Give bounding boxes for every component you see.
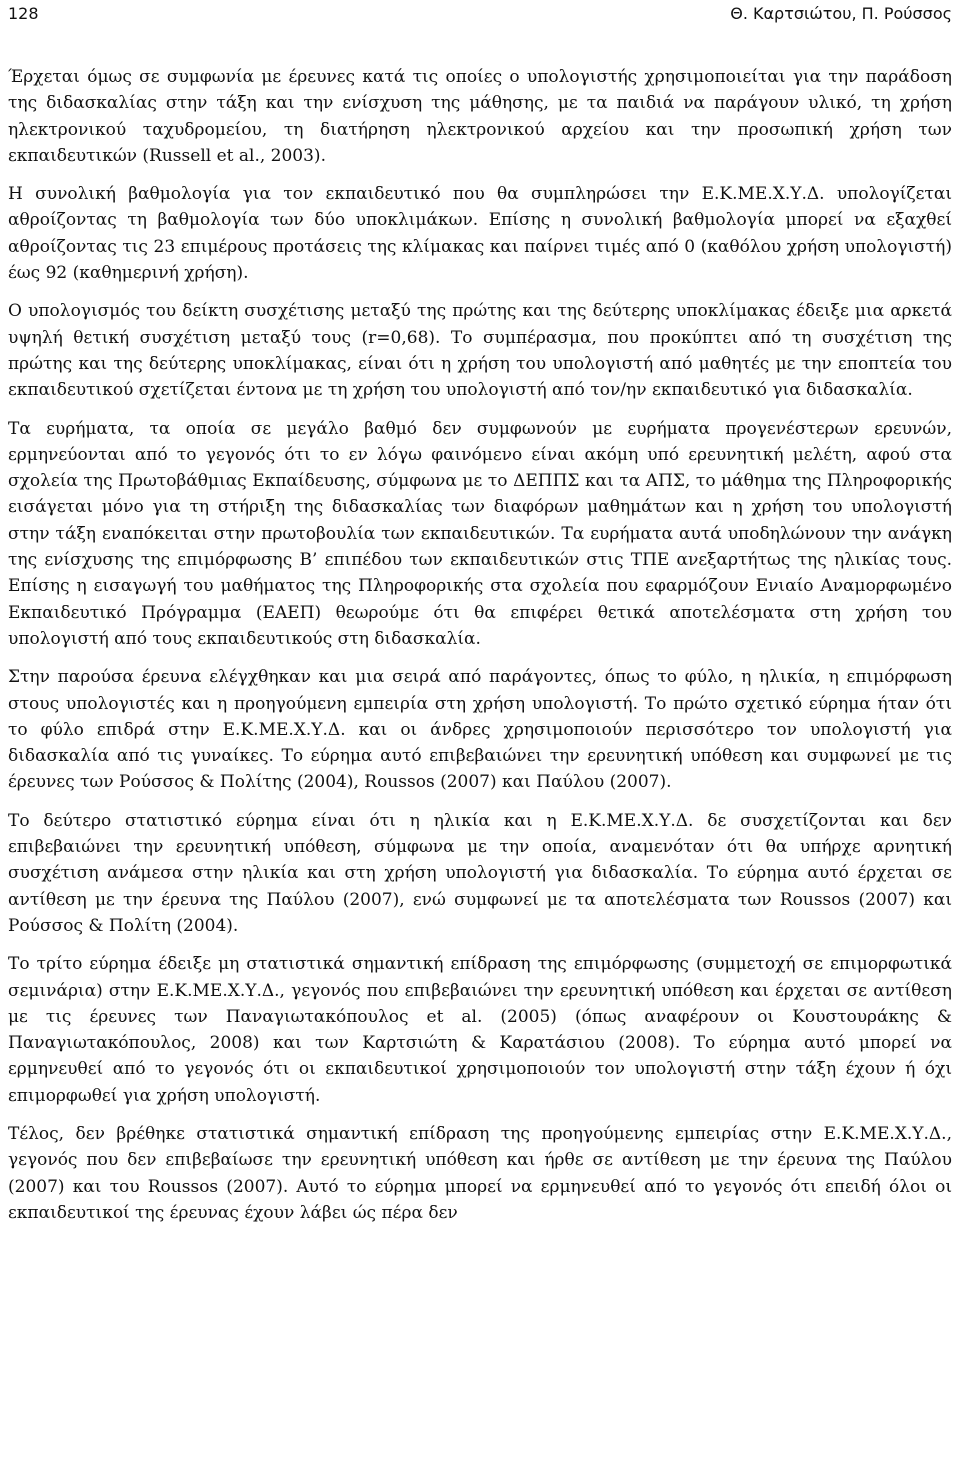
- paragraph: Ο υπολογισμός του δείκτη συσχέτισης μεταξύ της πρώτης και της δεύτερης υποκλίμακας έδειξε μια αρκετά υψηλή θετική συσχέτιση μεταξύ τους (r=0,68). Το συμπέρασμα, που προκύπτει από τη συσχέτιση της πρώτης και της δεύτερης υποκλίμακας, είναι ότι η χρήση του υπολογιστή από μαθητές με την εποπτεία του εκπαιδευτικού σχετίζεται έντονα με τη χρήση του υπολογιστή από τον/ην εκπαιδευτικό για διδασκαλία.: [8, 301, 952, 401]
- paragraph: Τα ευρήματα, τα οποία σε μεγάλο βαθμό δεν συμφωνούν με ευρήματα προγενέστερων ερευνών, ερμηνεύονται από το γεγονός ότι το εν λόγω φαινόμενο είναι ακόμη υπό ερευνητική μελέτη, αφού στα σχολεία της Πρωτοβάθμιας Εκπαίδευσης, σύμφωνα με το ΔΕΠΠΣ και τα ΑΠΣ, το μάθημα της Πληροφορικής εισάγεται μόνο για τη στήριξη της διδασκαλίας των διαφόρων μαθημάτων και η χρήση του υπολογιστή στην τάξη εναπόκειται στην πρωτοβουλία των εκπαιδευτικών. Τα ευρήματα αυτά υποδηλώνουν την ανάγκη της ενίσχυσης της επιμόρφωσης Β’ επιπέδου των εκπαιδευτικών στις ΤΠΕ ανεξαρτήτως της ηλικίας τους. Επίσης η εισαγωγή του μαθήματος της Πληροφορικής στα σχολεία που εφαρμόζουν Ενιαίο Αναμορφωμένο Εκπαιδευτικό Πρόγραμμα (ΕΑΕΠ) θεωρούμε ότι θα επιφέρει θετικά αποτελέσματα στη χρήση του υπολογιστή από τους εκπαιδευτικούς στη διδασκαλία.: [8, 418, 952, 649]
- page-number: 128: [8, 4, 39, 23]
- paragraph: Η συνολική βαθμολογία για τον εκπαιδευτικό που θα συμπληρώσει την Ε.Κ.ΜΕ.Χ.Υ.Δ. υπολογίζεται αθροίζοντας τη βαθμολογία των δύο υποκλιμάκων. Επίσης η συνολική βαθμολογία μπορεί να εξαχθεί αθροίζοντας τις 23 επιμέρους προτάσεις της κλίμακας και παίρνει τιμές από 0 (καθόλου χρήση υπολογιστή) έως 92 (καθημερινή χρήση).: [8, 184, 952, 284]
- paragraph: Τέλος, δεν βρέθηκε στατιστικά σημαντική επίδραση της προηγούμενης εμπειρίας στην Ε.Κ.ΜΕ.Χ.Υ.Δ., γεγονός που δεν επιβεβαίωσε την ερευνητική υπόθεση και ήρθε σε αντίθεση με την έρευνα της Παύλου (2007) και του Roussos (2007). Αυτό το εύρημα μπορεί να ερμηνευθεί από το γεγονός ότι επειδή όλοι οι εκπαιδευτικοί της έρευνας έχουν λάβει ώς πέρα δεν: [8, 1123, 952, 1223]
- body-text: [8, 64, 952, 1238]
- running-head: Θ. Καρτσιώτου, Π. Ρούσσος: [730, 4, 952, 23]
- paragraph: Στην παρούσα έρευνα ελέγχθηκαν και μια σειρά από παράγοντες, όπως το φύλο, η ηλικία, η επιμόρφωση στους υπολογιστές και η προηγούμενη εμπειρία στη χρήση υπολογιστή. Το πρώτο σχετικό εύρημα ήταν ότι το φύλο επιδρά στην Ε.Κ.ΜΕ.Χ.Υ.Δ. και οι άνδρες χρησιμοποιούν περισσότερο τον υπολογιστή για διδασκαλία από τις γυναίκες. Το εύρημα αυτό επιβεβαιώνει την ερευνητική υπόθεση και συμφωνεί με τις έρευνες των Ρούσσος & Πολίτης (2004), Roussos (2007) και Παύλου (2007).: [8, 667, 952, 793]
- page-header: [8, 0, 952, 28]
- paragraph: Έρχεται όμως σε συμφωνία με έρευνες κατά τις οποίες ο υπολογιστής χρησιμοποιείται για την παράδοση της διδασκαλίας στην τάξη και την ενίσχυση της μάθησης, με τα παιδιά να παράγουν υλικό, τη χρήση ηλεκτρονικού ταχυδρομείου, τη διατήρηση ηλεκτρονικού αρχείου και την προσωπική χρήση των εκπαιδευτικών (Russell et al., 2003).: [8, 67, 952, 166]
- paragraph: Το τρίτο εύρημα έδειξε μη στατιστικά σημαντική επίδραση της επιμόρφωσης (συμμετοχή σε επιμορφωτικά σεμινάρια) στην Ε.Κ.ΜΕ.Χ.Υ.Δ., γεγονός που επιβεβαιώνει την ερευνητική υπόθεση και έρχεται σε αντίθεση με τις έρευνες των Παναγιωτακόπουλος et al. (2005) (όπως αναφέρουν οι Κουστουράκης & Παναγιωτακόπουλος, 2008) και των Καρτσιώτη & Καρατάσιου (2008). Το εύρημα αυτό μπορεί να ερμηνευθεί από το γεγονός ότι οι εκπαιδευτικοί χρησιμοποιούν τον υπολογιστή στην τάξη έχουν ή όχι επιμορφωθεί για χρήση υπολογιστή.: [8, 954, 952, 1106]
- paragraph: Το δεύτερο στατιστικό εύρημα είναι ότι η ηλικία και η Ε.Κ.ΜΕ.Χ.Υ.Δ. δε συσχετίζονται και δεν επιβεβαιώνει την ερευνητική υπόθεση, σύμφωνα με την οποία, αναμενόταν ότι θα υπήρχε αρνητική συσχέτιση ανάμεσα στην ηλικία και στη χρήση υπολογιστή για διδασκαλία. Το εύρημα αυτό έρχεται σε αντίθεση με την έρευνα της Παύλου (2007), ενώ συμφωνεί με τα αποτελέσματα των Roussos (2007) και Ρούσσος & Πολίτη (2004).: [8, 810, 952, 936]
